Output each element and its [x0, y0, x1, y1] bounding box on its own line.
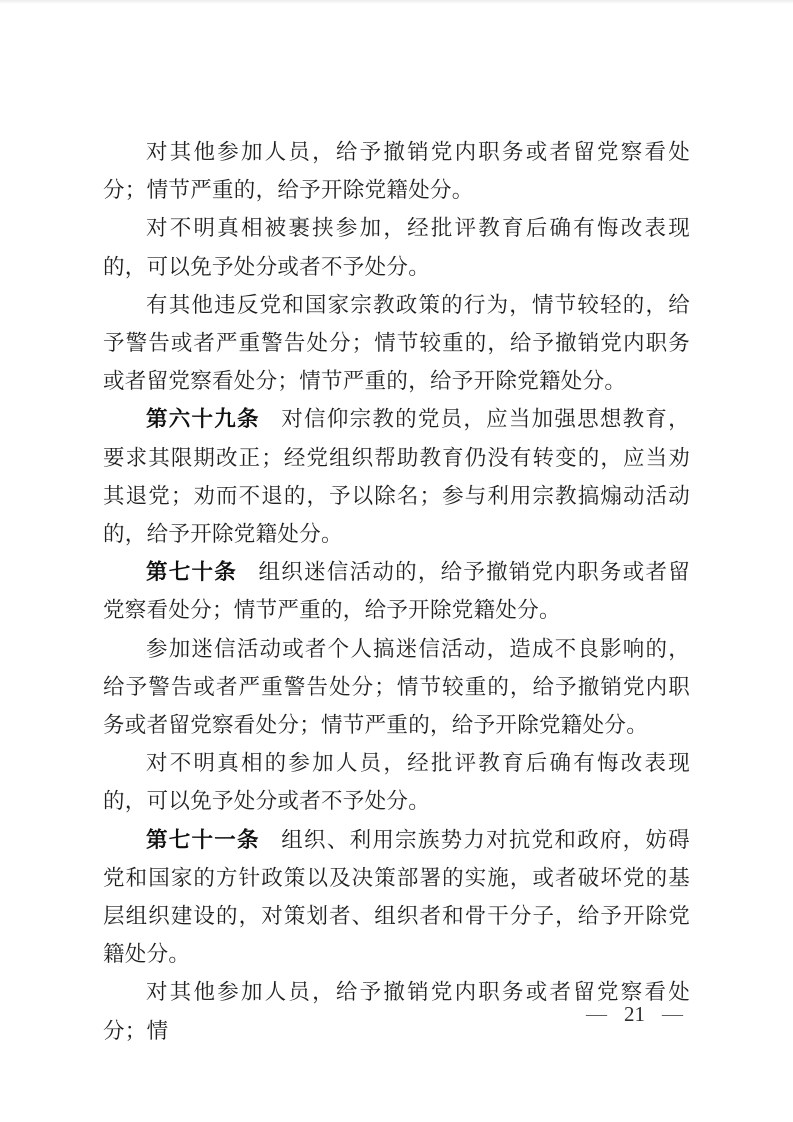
paragraph	[103, 630, 690, 745]
article-number: 第七十一条	[146, 827, 260, 852]
scan-edge-artifact	[0, 0, 793, 4]
paragraph-text: 组织、利用宗族势力对抗党和政府，妨碍党和国家的方针政策以及决策部署的实施，或者破坏党的基层组织建设的，对策划者、组织者和骨干分子，给予开除党籍处分。	[103, 827, 690, 967]
paragraph	[103, 553, 690, 629]
paragraph-text: 对不明真相的参加人员，经批评教育后确有悔改表现的，可以免予处分或者不予处分。	[103, 751, 690, 814]
footer-right-dash: —	[662, 1003, 683, 1025]
paragraph-text: 参加迷信活动或者个人搞迷信活动，造成不良影响的，给予警告或者严重警告处分；情节较重的，给予撤销党内职务或者留党察看处分；情节严重的，给予开除党籍处分。	[103, 636, 690, 738]
paragraph-text: 组织迷信活动的，给予撤销党内职务或者留党察看处分；情节严重的，给予开除党籍处分。	[103, 560, 691, 623]
paragraph	[103, 286, 690, 401]
footer-page-number: 21	[624, 1002, 645, 1026]
page-footer	[586, 999, 683, 1029]
footer-left-dash: —	[586, 1003, 607, 1025]
paragraph-text: 有其他违反党和国家宗教政策的行为，情节较轻的，给予警告或者严重警告处分；情节较重的，给予撤销党内职务或者留党察看处分；情节严重的，给予开除党籍处分。	[103, 292, 690, 394]
paragraph	[103, 821, 690, 974]
paragraph	[103, 133, 690, 209]
article-number: 第六十九条	[146, 407, 260, 432]
paragraph-text: 对其他参加人员，给予撤销党内职务或者留党察看处分；情	[103, 980, 690, 1043]
paragraph-text: 对信仰宗教的党员，应当加强思想教育，要求其限期改正；经党组织帮助教育仍没有转变的，应当劝其退党；劝而不退的，予以除名；参与利用宗教搞煽动活动的，给予开除党籍处分。	[103, 407, 690, 547]
paragraph-text: 对其他参加人员，给予撤销党内职务或者留党察看处分；情节严重的，给予开除党籍处分。	[103, 140, 690, 203]
paragraph	[103, 744, 690, 820]
article-number: 第七十条	[146, 560, 238, 585]
paragraph	[103, 209, 690, 285]
paragraph-text: 对不明真相被裹挟参加，经批评教育后确有悔改表现的，可以免予处分或者不予处分。	[103, 216, 690, 279]
document-body	[103, 133, 690, 1050]
paragraph	[103, 400, 690, 553]
